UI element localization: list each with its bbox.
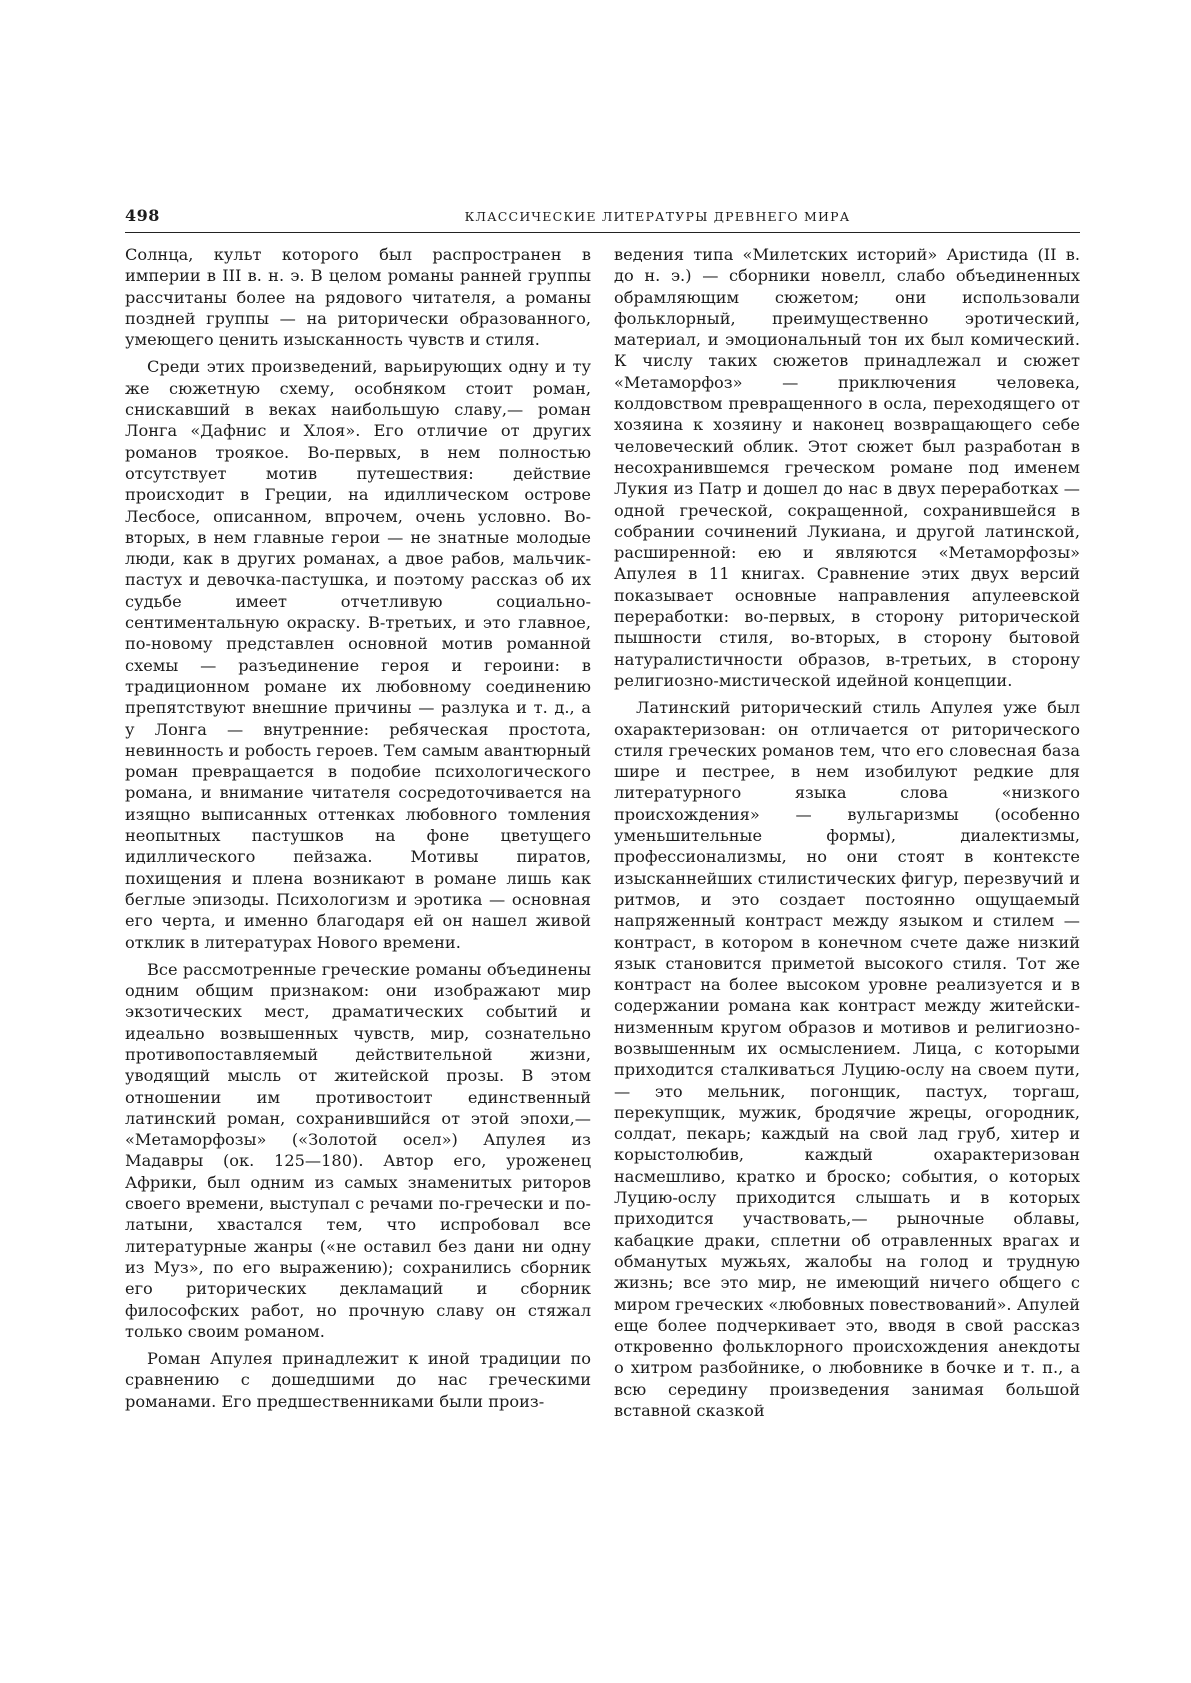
paragraph: Латинский риторический стиль Апулея уже был охарактеризован: он отличается от риторического стиля греческих романов тем, что его словесная база шире и пестрее, в нем изобилуют редкие для литературного языка слова «низкого происхождения» — вульгаризмы (особенно уменьшительные формы), диалектизмы, профессионализмы, но они стоят в контексте изысканнейших стилистических фигур, перезвучий и ритмов, и это создает постоянно ощущаемый напряженный контраст между языком и стилем — контраст, в котором в конечном счете даже низкий язык становится приметой высокого стиля. Тот же контраст на более высоком уровне реализуется и в содержании романа как контраст между житейски-низменным кругом образов и мотивов и религиозно-возвышенным их осмыслением. Лица, с которыми приходится сталкиваться Луцию-ослу на своем пути,— это мельник, погонщик, пастух, торгаш, перекупщик, мужик, бродячие жрецы, огородник, солдат, пекарь; каждый на свой лад груб, хитер и корыстолюбив, каждый охарактеризован насмешливо, кратко и броско; события, о которых Луцию-ослу приходится слышать и в которых приходится участвовать,— рыночные облавы, кабацкие драки, сплетни об отравленных врагах и обманутых мужьях, жалобы на голод и трудную жизнь; все это мир, не имеющий ничего общего с миром греческих «любовных повествований». Апулей еще более подчеркивает это, вводя в свой рассказ откровенно фольклорного происхождения анекдоты о хитром разбойнике, о любовнике в бочке и т. п., а всю середину произведения занимая большой вставной сказкой bbox=[614, 698, 1080, 1421]
page-header bbox=[125, 206, 1080, 230]
header-rule bbox=[125, 232, 1080, 233]
paragraph: Все рассмотренные греческие романы объединены одним общим признаком: они изображают мир экзотических мест, драматических событий и идеально возвышенных чувств, мир, сознательно противопоставляемый действительной жизни, уводящий мысль от житейской прозы. В этом отношении им противостоит единственный латинский роман, сохранившийся от этой эпохи,— «Метаморфозы» («Золотой осел») Апулея из Мадавры (ок. 125—180). Автор его, уроженец Африки, был одним из самых знаменитых риторов своего времени, выступал с речами по-гречески и по-латыни, хвастался тем, что испробовал все литературные жанры («не оставил без дани ни одну из Муз», по его выражению); сохранились сборник его риторических декламаций и сборник философских работ, но прочную славу он стяжал только своим романом. bbox=[125, 959, 591, 1341]
left-column bbox=[125, 244, 591, 1418]
paragraph: Роман Апулея принадлежит к иной традиции по сравнению с дошедшими до нас греческими романами. Его предшественниками были произ- bbox=[125, 1349, 591, 1411]
page-number: 498 bbox=[125, 206, 160, 225]
running-title: КЛАССИЧЕСКИЕ ЛИТЕРАТУРЫ ДРЕВНЕГО МИРА bbox=[464, 209, 851, 224]
paragraph: Солнца, культ которого был распространен в империи в III в. н. э. В целом романы ранней группы рассчитаны более на рядового читателя, а романы поздней группы — на риторически образованного, умеющего ценить изысканность чувств и стиля. bbox=[125, 245, 591, 350]
paragraph: Среди этих произведений, варьирующих одну и ту же сюжетную схему, особняком стоит роман, снискавший в веках наибольшую славу,— роман Лонга «Дафнис и Хлоя». Его отличие от других романов троякое. Во-первых, в нем полностью отсутствует мотив путешествия: действие происходит в Греции, на идиллическом острове Лесбосе, описанном, впрочем, очень условно. Во-вторых, в нем главные герои — не знатные молодые люди, как в других романах, а двое рабов, мальчик-пастух и девочка-пастушка, и поэтому рассказ об их судьбе имеет отчетливую социально-сентиментальную окраску. В-третьих, и это главное, по-новому представлен основной мотив романной схемы — разъединение героя и героини: в традиционном романе их любовному соединению препятствуют внешние причины — разлука и т. д., а у Лонга — внутренние: ребяческая простота, невинность и робость героев. Тем самым авантюрный роман превращается в подобие психологического романа, и внимание читателя сосредоточивается на изящно выписанных оттенках любовного томления неопытных пастушков на фоне цветущего идиллического пейзажа. Мотивы пиратов, похищения и плена возникают в романе лишь как беглые эпизоды. Психологизм и эротика — основная его черта, и именно благодаря ей он нашел живой отклик в литературах Нового времени. bbox=[125, 357, 591, 952]
right-column bbox=[614, 244, 1080, 1427]
paragraph: ведения типа «Милетских историй» Аристида (II в. до н. э.) — сборники новелл, слабо объединенных обрамляющим сюжетом; они использовали фольклорный, преимущественно эротический, материал, и эмоциональный тон их был комический. К числу таких сюжетов принадлежал и сюжет «Метаморфоз» — приключения человека, колдовством превращенного в осла, переходящего от хозяина к хозяину и наконец возвращающего себе человеческий облик. Этот сюжет был разработан в несохранившемся греческом романе под именем Лукия из Патр и дошел до нас в двух переработках — одной греческой, сокращенной, сохранившейся в собрании сочинений Лукиана, и другой латинской, расширенной: ею и являются «Метаморфозы» Апулея в 11 книгах. Сравнение этих двух версий показывает основные направления апулеевской переработки: во-первых, в сторону риторической пышности стиля, во-вторых, в сторону бытовой натуралистичности образов, в-третьих, в сторону религиозно-мистической идейной концепции. bbox=[614, 245, 1080, 690]
